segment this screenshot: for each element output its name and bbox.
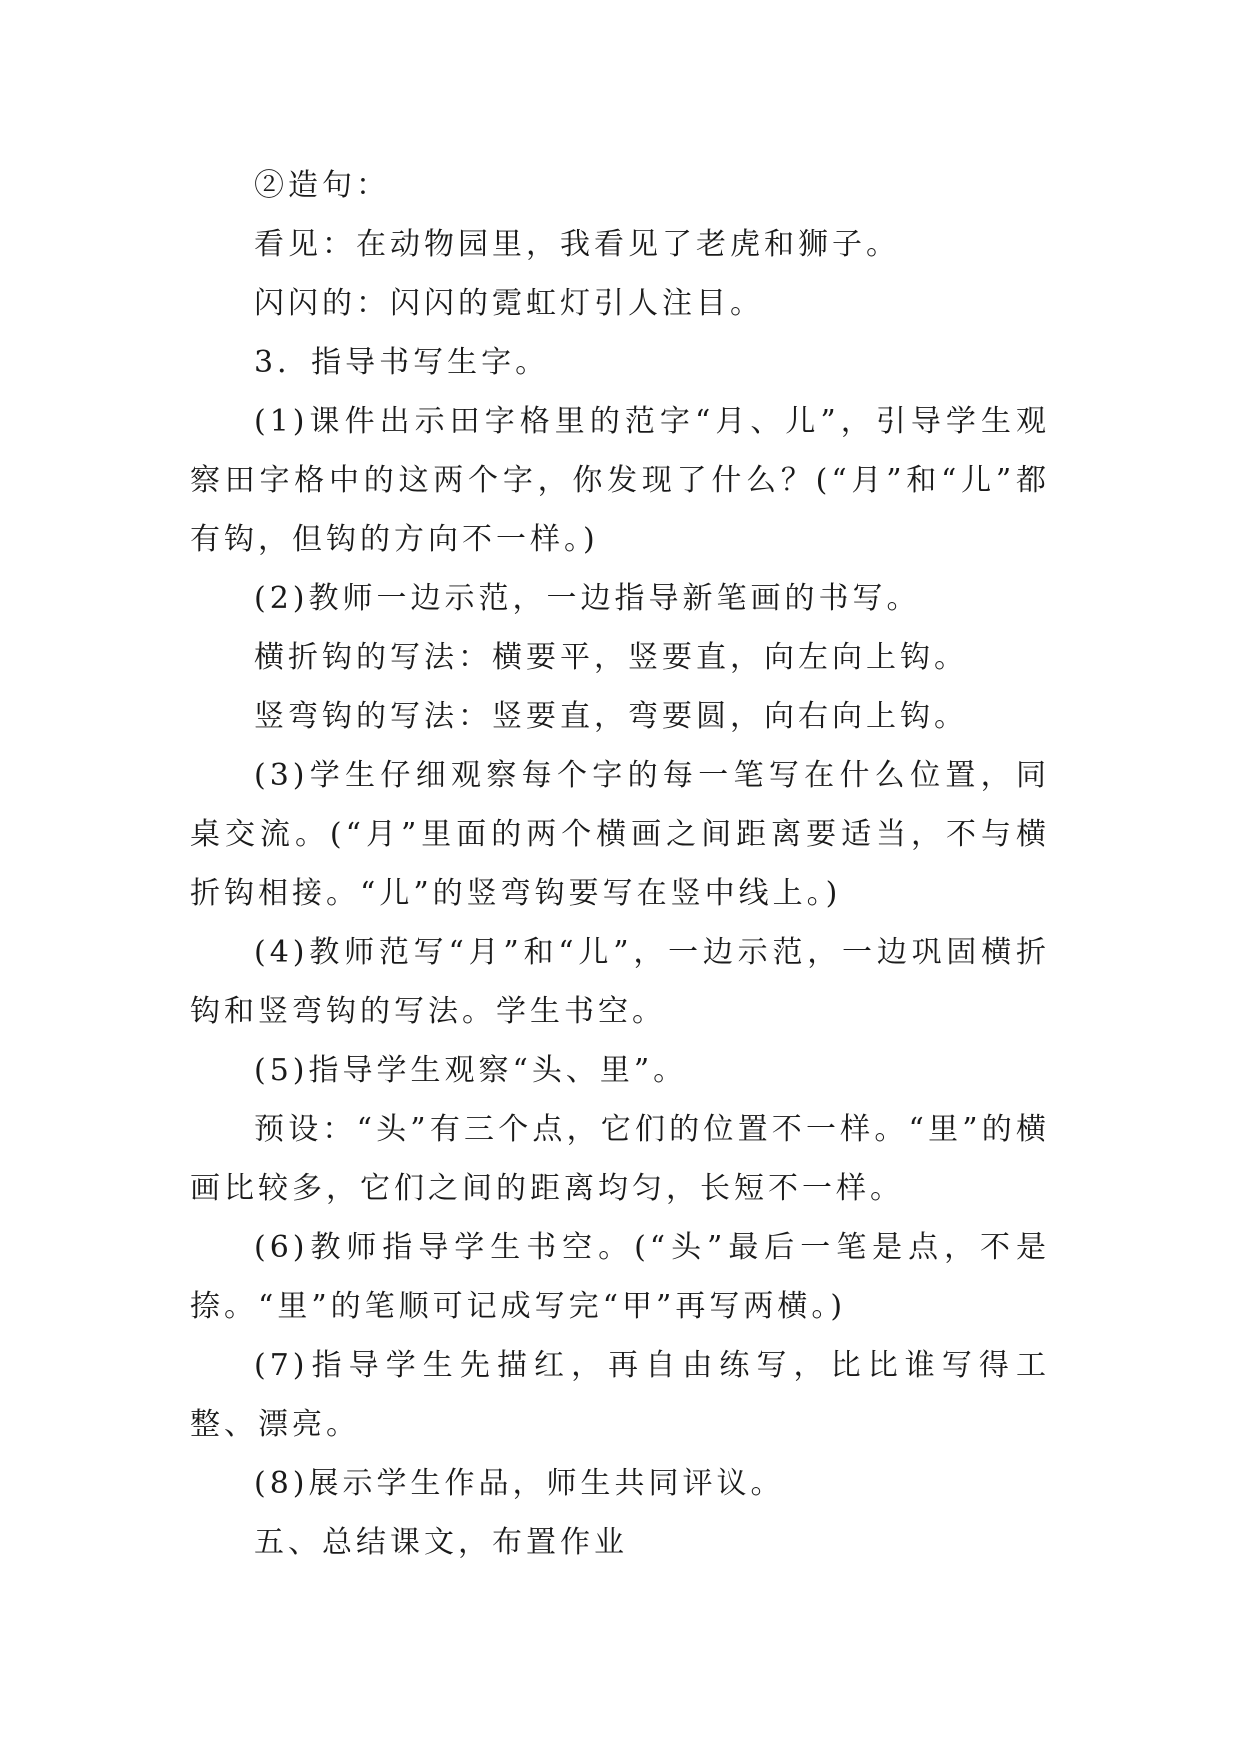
paragraph-step-4: (4)教师范写“月”和“儿”，一边示范，一边巩固横折钩和竖弯钩的写法。学生书空。 (190, 935, 1050, 1029)
paragraph-step-3: (3)学生仔细观察每个字的每一笔写在什么位置，同桌交流。(“月”里面的两个横画之间距离要适当，不与横折钩相接。“儿”的竖弯钩要写在竖中线上。) (190, 758, 1050, 911)
paragraph-sentence-making-heading: ②造句： (254, 168, 390, 203)
paragraph-step-7: (7)指导学生先描红，再自由练写，比比谁写得工整、漂亮。 (190, 1348, 1050, 1442)
paragraph-shuwangou: 竖弯钩的写法：竖要直，弯要圆，向右向上钩。 (254, 699, 968, 734)
paragraph-hengzhegou: 横折钩的写法：横要平，竖要直，向左向上钩。 (254, 640, 968, 675)
paragraph-section-5-heading: 五、总结课文，布置作业 (254, 1525, 628, 1560)
paragraph-step-6: (6)教师指导学生书空。(“头”最后一笔是点，不是捺。“里”的笔顺可记成写完“甲”再写两横。) (190, 1230, 1050, 1324)
paragraph-step-5: (5)指导学生观察“头、里”。 (254, 1053, 688, 1088)
document-body (190, 156, 1050, 1572)
paragraph-preset: 预设：“头”有三个点，它们的位置不一样。“里”的横画比较多，它们之间的距离均匀，长短不一样。 (190, 1112, 1050, 1206)
paragraph-section-3-heading: 3．指导书写生字。 (254, 345, 550, 380)
paragraph-example-shanshan: 闪闪的：闪闪的霓虹灯引人注目。 (254, 286, 764, 321)
paragraph-step-1: (1)课件出示田字格里的范字“月、儿”，引导学生观察田字格中的这两个字，你发现了什么？(“月”和“儿”都有钩，但钩的方向不一样。) (190, 404, 1050, 557)
paragraph-step-2: (2)教师一边示范，一边指导新笔画的书写。 (254, 581, 921, 616)
paragraph-example-kanjian: 看见：在动物园里，我看见了老虎和狮子。 (254, 227, 900, 262)
paragraph-step-8: (8)展示学生作品，师生共同评议。 (254, 1466, 785, 1501)
